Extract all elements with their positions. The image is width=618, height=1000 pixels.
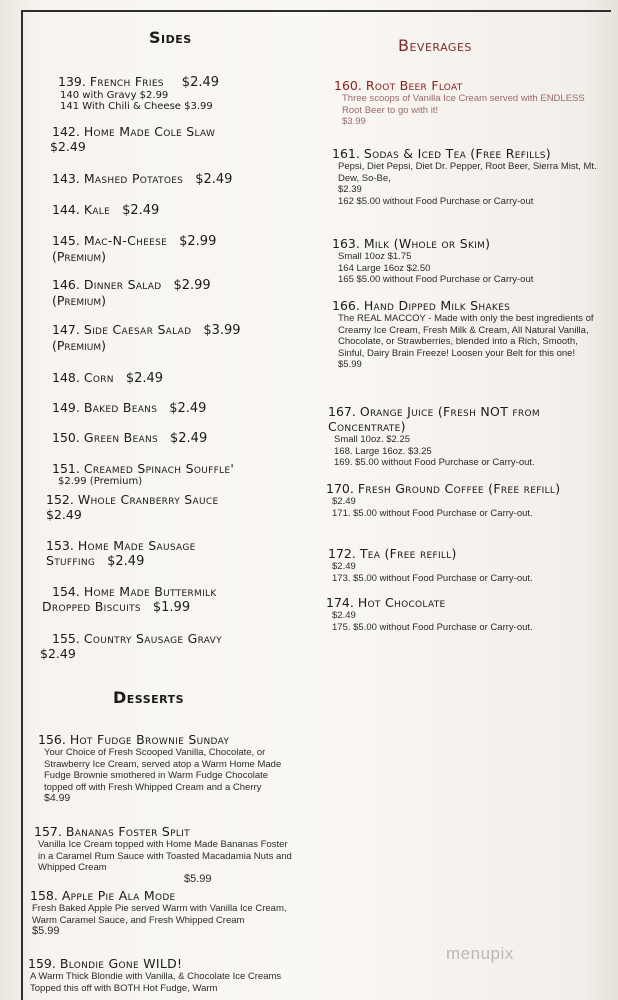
item-name: Home Made Cole Slaw [83,124,216,139]
item-description: A Warm Thick Blondie with Vanilla, & Chocolate Ice Creams Topped this off with BOTH Hot Fudge, Warm [30,971,282,994]
item-name: Milk (Whole or Skim) [363,236,491,251]
menu-item [42,584,317,615]
menu-item [46,492,316,522]
item-number: 152. [46,492,74,507]
menu-item [52,233,312,264]
item-name: French Fries [89,74,164,89]
menu-item [52,124,312,154]
menu-item [326,595,596,633]
menu-item [328,546,598,584]
item-name: Apple Pie Ala Mode [61,888,176,903]
item-number: 142. [52,124,80,139]
item-description: Fresh Baked Apple Pie served Warm with Vanilla Ice Cream, Warm Caramel Sauce, and Fresh Whipped Cream [32,903,287,926]
item-name: Kale [83,202,111,217]
item-name: Dropped Biscuits [42,599,141,614]
item-price: $2.99 [179,234,217,249]
item-price: $2.49 [40,646,76,661]
item-price: $4.99 [44,792,71,804]
section-title-desserts: Desserts [113,688,185,707]
item-name: Home Made Buttermilk [83,584,217,599]
menu-item [52,461,322,487]
item-number: 146. [52,277,80,292]
item-description: Your Choice of Fresh Scooped Vanilla, Chocolate, or Strawberry Ice Cream, served atop a Warm Home Made Fudge Brownie smothered in Warm Fudge Chocolate topped off with Fresh Whipped Cream and a Cherry [44,747,282,793]
item-number: 161. [332,146,360,161]
item-name: Fresh Ground Coffee (Free refill) [357,481,561,496]
menu-item [52,370,312,386]
item-name: Orange Juice (Fresh NOT from Concentrate) [328,404,540,434]
item-name: Stuffing [46,553,96,568]
item-price: $2.49 [332,496,356,507]
item-price: $2.49 [122,203,160,218]
item-subprice: 164 Large 16oz $2.50 [338,262,431,274]
item-name: Whole Cranberry Sauce [77,492,219,507]
item-description: Pepsi, Diet Pepsi, Diet Dr. Pepper, Root Beer, Sierra Mist, Mt. Dew, So-Be, [338,161,597,184]
item-subprice: Small 10oz $1.75 [338,251,412,262]
item-price: $2.99 [173,278,211,293]
menu-item [38,732,298,805]
item-name: Dinner Salad [83,277,162,292]
item-name: Hot Fudge Brownie Sunday [69,732,230,747]
item-price: $2.49 [332,561,356,572]
item-subprice: 162 $5.00 without Food Purchase or Carry-out [338,195,534,207]
item-subprice: $2.99 (Premium) [58,476,143,487]
item-number: 149. [52,400,80,415]
item-subprice: 141 With Chili & Cheese $3.99 [60,101,213,112]
item-note: (Premium) [52,293,107,308]
item-number: 170. [326,481,354,496]
menu-item [28,956,293,994]
item-price: $2.49 [46,507,82,522]
item-price: $3.99 [342,116,366,127]
item-number: 145. [52,233,80,248]
item-name: Green Beans [83,430,159,445]
item-name: Baked Beans [83,400,158,415]
border-line [21,10,611,12]
item-name: Root Beer Float [365,78,463,93]
item-number: 172. [328,546,356,561]
item-description: Vanilla Ice Cream topped with Home Made Bananas Foster in a Caramel Rum Sauce with Toasted Macadamia Nuts and Whipped Cream [38,839,292,873]
menu-item [52,202,312,218]
item-name: Hand Dipped Milk Shakes [363,298,511,313]
item-number: 166. [332,298,360,313]
menu-item [52,277,312,308]
item-subprice: 175. $5.00 without Food Purchase or Carry-out. [332,621,533,633]
item-number: 154. [52,584,80,599]
item-number: 174. [326,595,354,610]
menu-item [52,171,312,187]
item-name: Tea (Free refill) [359,546,457,561]
menu-item [52,322,322,353]
item-price: $2.49 [50,139,86,154]
item-subprice: Small 10oz. $2.25 [334,434,411,445]
item-note: (Premium) [52,249,107,264]
item-name: Sodas & Iced Tea (Free Refills) [363,146,551,161]
item-subprice: 165 $5.00 without Food Purchase or Carry-out [338,274,534,285]
menu-item [40,631,320,661]
menu-item [52,430,312,446]
section-title-beverages: Beverages [398,36,472,55]
item-price: $2.49 [107,554,145,569]
section-title-sides: Sides [149,28,192,47]
menu-item [46,538,316,569]
item-number: 156. [38,732,66,747]
item-subprice: 140 with Gravy $2.99 [60,90,169,101]
item-price: $2.49 [195,172,233,187]
item-number: 150. [52,430,80,445]
item-price: $5.99 [184,872,212,885]
item-number: 139. [58,74,86,89]
item-name: Country Sausage Gravy [83,631,222,646]
item-name: Mac-N-Cheese [83,233,168,248]
item-number: 147. [52,322,80,337]
item-number: 163. [332,236,360,251]
item-number: 151. [52,461,80,476]
menu-item [334,78,600,128]
item-name: Corn [83,370,114,385]
item-price: $5.99 [338,359,362,370]
item-name: Bananas Foster Split [65,824,190,839]
item-number: 159. [28,956,56,971]
item-number: 155. [52,631,80,646]
item-description: The REAL MACCOY - Made with only the best ingredients of Creamy Ice Cream, Fresh Milk & Cream, All Natural Vanilla, Chocolate, or Strawberries, blended into a Rich, Smooth, Sinful, Dairy Brain Freeze! Loosen your Belt for this one! [338,313,594,359]
item-price: $5.99 [32,925,60,937]
item-price: $2.49 [125,371,164,386]
menu-item [30,888,295,938]
item-note: (Premium) [52,338,107,353]
menu-item [328,404,598,469]
item-price: $3.99 [203,323,241,338]
watermark-logo: menupix [446,944,514,963]
menu-item [332,146,598,207]
item-price: $2.49 [181,75,220,90]
item-price: $2.39 [338,184,362,195]
item-subprice: 173. $5.00 without Food Purchase or Carry-out. [332,572,533,584]
border-line [21,10,23,1000]
item-description: Three scoops of Vanilla Ice Cream served with ENDLESS Root Beer to go with it! [342,93,585,116]
menu-item [52,400,312,416]
item-number: 148. [52,370,80,385]
item-subprice: 169. $5.00 without Food Purchase or Carry-out. [334,457,535,468]
item-price: $2.49 [169,401,207,416]
item-subprice: 171. $5.00 without Food Purchase or Carry-out. [332,507,533,519]
item-name: Mashed Potatoes [83,171,184,186]
item-number: 167. [328,404,356,419]
menu-item [332,236,598,286]
item-number: 144. [52,202,80,217]
menu-item [326,481,596,519]
menu-item [332,298,598,371]
item-price: $1.99 [152,600,191,615]
item-price: $2.49 [332,610,356,621]
item-name: Home Made Sausage [77,538,196,553]
item-name: Side Caesar Salad [83,322,192,337]
item-number: 153. [46,538,74,553]
item-number: 160. [334,78,362,93]
menu-item [58,74,318,112]
item-name: Hot Chocolate [357,595,446,610]
item-number: 157. [34,824,62,839]
item-price: $2.49 [170,431,208,446]
item-number: 158. [30,888,58,903]
menu-item [34,824,294,885]
item-number: 143. [52,171,80,186]
item-name: Creamed Spinach Souffle' [83,461,235,476]
item-subprice: 168. Large 16oz. $3.25 [334,445,432,457]
item-name: Blondie Gone WILD! [59,956,183,971]
